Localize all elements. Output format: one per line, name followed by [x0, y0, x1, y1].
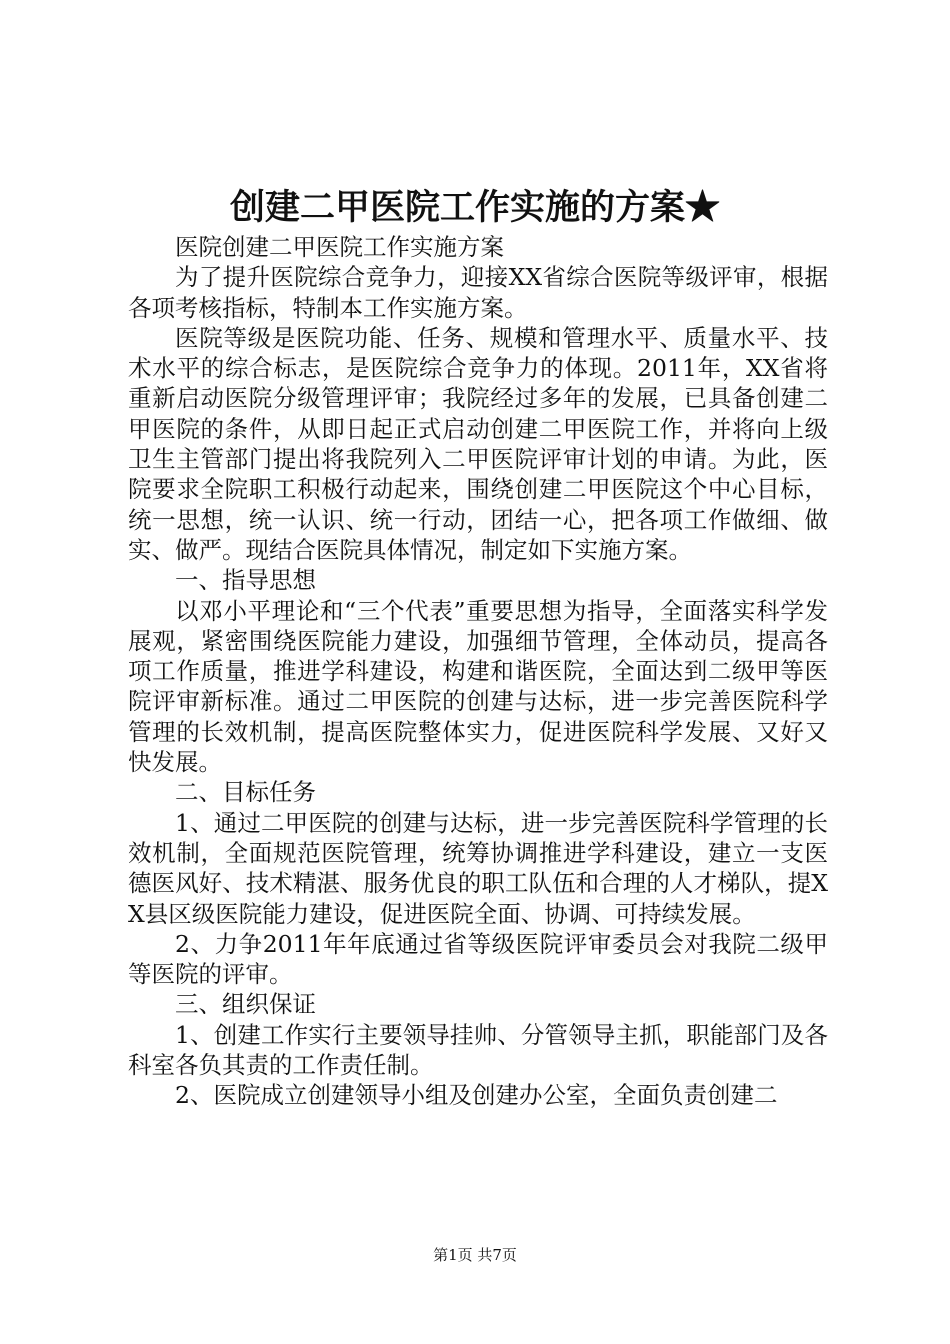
paragraph-background: 医院等级是医院功能、任务、规模和管理水平、质量水平、技术水平的综合标志，是医院综合竞争力的体现。2011年，XX省将重新启动医院分级管理评审；我院经过多年的发展，已具备创建二甲医院的条件，从即日起正式启动创建二甲医院工作，并将向上级卫生主管部门提出将我院列入二甲医院评审计划的申请。为此，医院要求全院职工积极行动起来，围绕创建二甲医院这个中心目标，统一思想，统一认识、统一行动，团结一心，把各项工作做细、做实、做严。现结合医院具体情况，制定如下实施方案。	[128, 323, 828, 564]
section-heading-objectives: 二、目标任务	[175, 778, 316, 807]
section-heading-guiding-ideology: 一、指导思想	[175, 566, 316, 595]
paragraph-organization-2: 2、医院成立创建领导小组及创建办公室，全面负责创建二	[175, 1081, 778, 1110]
paragraph-intro: 为了提升医院综合竞争力，迎接XX省综合医院等级评审，根据各项考核指标，特制本工作实施方案。	[128, 263, 828, 322]
document-body	[128, 232, 828, 1111]
paragraph-guiding-ideology: 以邓小平理论和“三个代表”重要思想为指导，全面落实科学发展观，紧密围绕医院能力建设，加强细节管理，全体动员，提高各项工作质量，推进学科建设，构建和谐医院，全面达到二级甲等医院评审新标准。通过二甲医院的创建与达标，进一步完善医院科学管理的长效机制，提高医院整体实力，促进医院科学发展、又好又快发展。	[128, 596, 828, 777]
page-footer: 第1页 共7页	[433, 1246, 517, 1264]
paragraph-objective-2: 2、力争2011年年底通过省等级医院评审委员会对我院二级甲等医院的评审。	[128, 929, 828, 989]
document-title: 创建二甲医院工作实施的方案★	[229, 187, 720, 228]
section-heading-organization: 三、组织保证	[175, 990, 316, 1019]
paragraph-objective-1: 1、通过二甲医院的创建与达标，进一步完善医院科学管理的长效机制，全面规范医院管理，统筹协调推进学科建设，建立一支医德医风好、技术精湛、服务优良的职工队伍和合理的人才梯队，提XX县区级医院能力建设，促进医院全面、协调、可持续发展。	[128, 808, 828, 928]
paragraph-heading: 医院创建二甲医院工作实施方案	[175, 233, 504, 261]
paragraph-organization-1: 1、创建工作实行主要领导挂帅、分管领导主抓，职能部门及各科室各负其责的工作责任制。	[128, 1020, 828, 1080]
